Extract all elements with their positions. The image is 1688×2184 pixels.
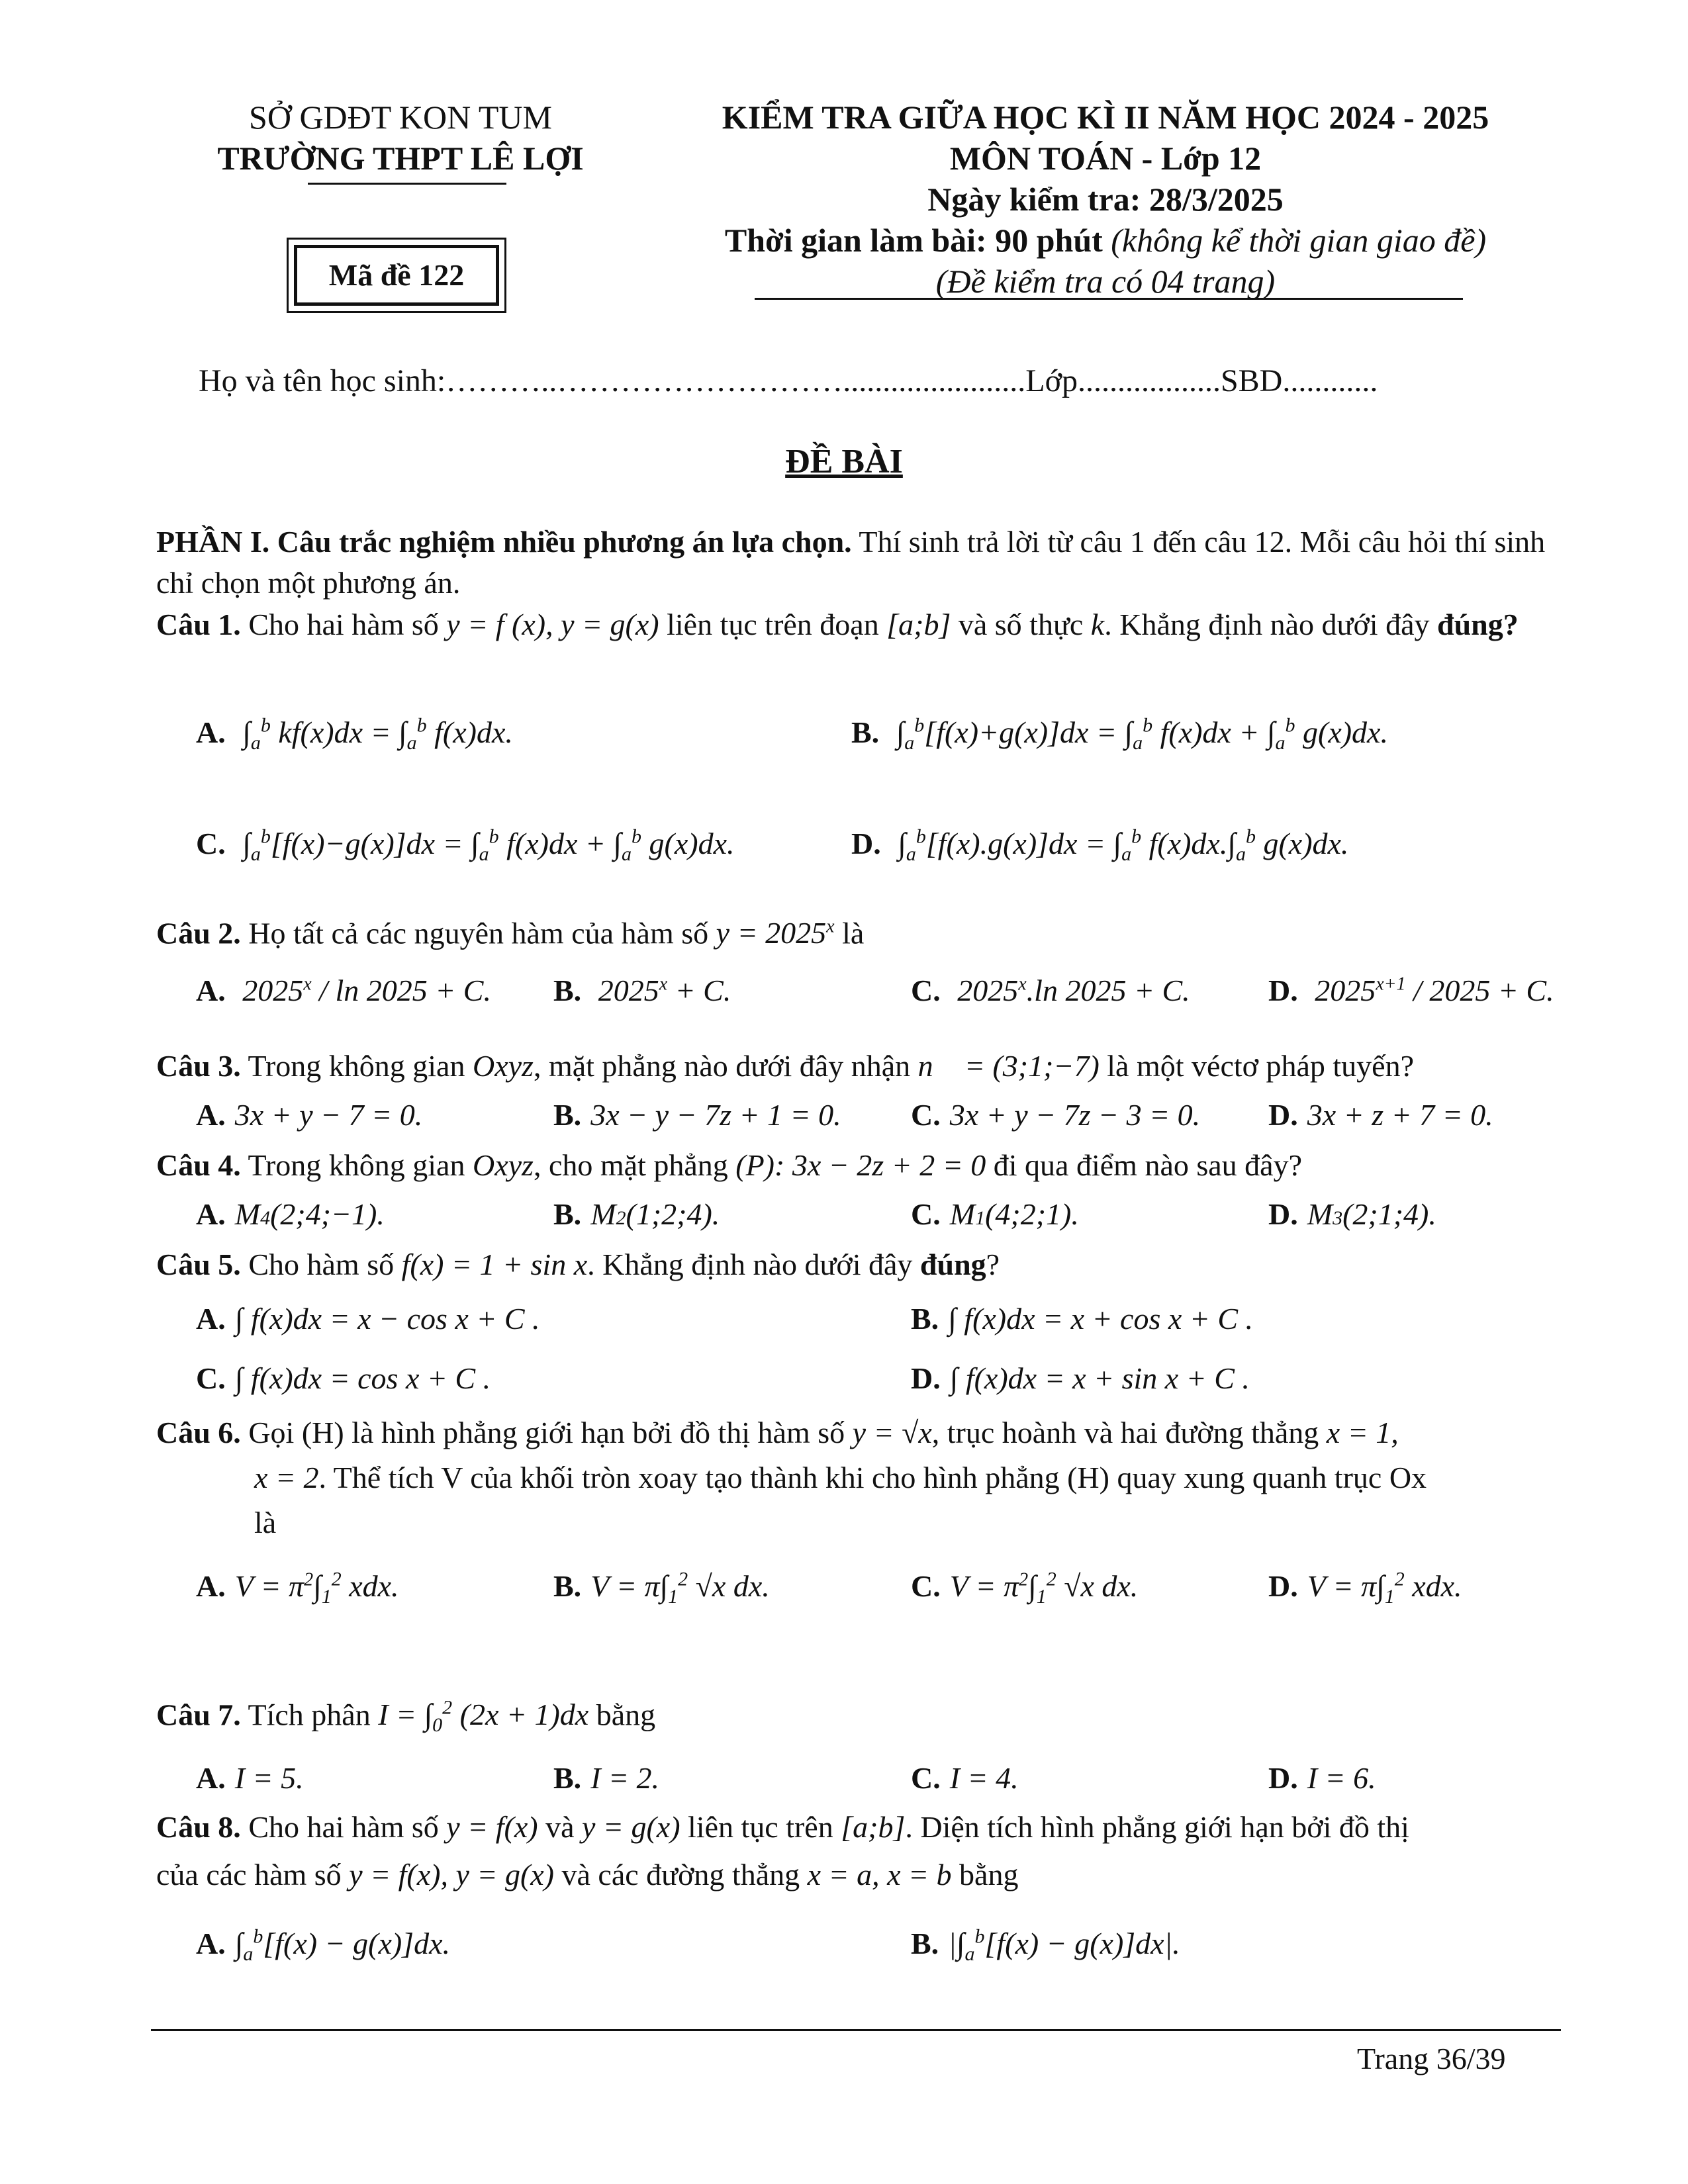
q1-b-label: B. — [851, 715, 880, 750]
question-1: Câu 1. Cho hai hàm số y = f (x), y = g(x) liên tục trên đoạn [a;b] và số thực k. Khẳng định nào dưới đây đúng? — [156, 608, 1519, 641]
q1-text-c: và số thực — [958, 608, 1091, 641]
q5-a-label: A. — [196, 1302, 226, 1336]
question-8: Câu 8. Cho hai hàm số y = f(x) và y = g(x) liên tục trên [a;b]. Diện tích hình phẳng giới hạn bởi đồ thị — [156, 1810, 1409, 1844]
q7-text: Tích phân — [240, 1698, 379, 1732]
q7-b-value: I = 2. — [590, 1761, 660, 1795]
q6-a-label: A. — [196, 1569, 226, 1604]
q7-b-label: B. — [553, 1761, 582, 1795]
q1-option-c[interactable]: C. $\int_a^b[f(x)-g(x)]dx = \int_a^b$ $f(x)dx + \int_a^b$ g(x)dx. — [196, 826, 735, 866]
q7-option-d[interactable] — [1268, 1760, 1376, 1796]
q4-option-c[interactable]: C. M1(4;2;1). — [911, 1197, 1079, 1231]
q6-d-label: D. — [1268, 1569, 1298, 1604]
exam-title: KIỂM TRA GIỮA HỌC KÌ II NĂM HỌC 2024 - 2025 — [722, 99, 1489, 136]
question-4: Câu 4. Trong không gian Oxyz, cho mặt phẳng (P): 3x − 2z + 2 = 0 đi qua điểm nào sau đây? — [156, 1148, 1303, 1182]
q8-option-a[interactable]: A. $\int_a^b[f(x) - g(x)]dx$. — [196, 1926, 450, 1966]
q4-b-label: B. — [553, 1197, 582, 1231]
question-8-line2: của các hàm số y = f(x), y = g(x) và các đường thẳng x = a, x = b bằng — [156, 1858, 1019, 1891]
q3-c-label: C. — [911, 1098, 941, 1132]
page-number: Trang 36/39 — [1357, 2042, 1506, 2075]
q7-a-value: I = 5. — [234, 1761, 304, 1795]
q3-mid: , mặt phẳng nào dưới đây nhận — [533, 1049, 918, 1083]
q5-option-c[interactable]: C. ∫ f(x)dx = cos x + C . — [196, 1361, 491, 1395]
q3-option-b[interactable]: B. 3x − y − 7z + 1 = 0. — [553, 1098, 841, 1132]
q3-a-label: A. — [196, 1098, 226, 1132]
q4-label: Câu 4. — [156, 1148, 241, 1182]
question-5: Câu 5. Cho hàm số f(x) = 1 + sin x. Khẳng định nào dưới đây đúng? — [156, 1248, 1000, 1281]
q6-line1b: , trục hoành và hai đường thẳng — [931, 1416, 1327, 1449]
q7-option-b[interactable] — [553, 1760, 659, 1796]
q6-label: Câu 6. — [156, 1416, 241, 1449]
question-7: Câu 7. Tích phân $I = \int_0^2$ (2x + 1)dx bằng — [156, 1697, 656, 1737]
q2-b-label: B. — [553, 974, 582, 1007]
pages-note: (Đề kiểm tra có 04 trang) — [935, 263, 1276, 300]
q3-text: Trong không gian — [240, 1049, 473, 1083]
q6-c-label: C. — [911, 1569, 941, 1604]
q1-label: Câu 1. — [156, 608, 241, 641]
q6-b-label: B. — [553, 1569, 582, 1604]
q2-d-label: D. — [1268, 974, 1298, 1007]
duration-line — [662, 220, 1549, 261]
q6-line1: Gọi (H) là hình phẳng giới hạn bởi đồ thị hàm số — [240, 1416, 853, 1449]
q7-c-value: I = 4. — [949, 1761, 1019, 1795]
q6-option-b[interactable]: B. $V = \pi\int_1^2$ √x dx. — [553, 1569, 770, 1608]
q7-a-label: A. — [196, 1761, 226, 1795]
duration: Thời gian làm bài: 90 phút — [724, 222, 1103, 259]
q7-option-c[interactable] — [911, 1760, 1019, 1796]
q8-text: Cho hai hàm số — [240, 1810, 447, 1844]
q6-option-a[interactable]: A. $V = \pi^2\int_1^2$ xdx. — [196, 1569, 399, 1608]
q2-label: Câu 2. — [156, 916, 241, 950]
footer-rule — [151, 2029, 1561, 2031]
q7-option-a[interactable] — [196, 1760, 304, 1796]
subject: MÔN TOÁN - Lớp 12 — [949, 140, 1262, 177]
q1-c-label: C. — [196, 827, 226, 861]
q2-option-d[interactable]: D. $2025^{x+1} / 2025 + C$. — [1268, 974, 1554, 1007]
q3-option-c[interactable]: C. 3x + y − 7z − 3 = 0. — [911, 1098, 1201, 1132]
q5-mid: . Khẳng định nào dưới đây — [587, 1248, 920, 1281]
school-underline — [308, 183, 506, 185]
section-title: ĐỀ BÀI — [785, 443, 903, 480]
q3-b-label: B. — [553, 1098, 582, 1132]
exam-date: Ngày kiểm tra: 28/3/2025 — [927, 181, 1284, 218]
q8-b-label: B. — [911, 1927, 939, 1961]
q1-option-a[interactable]: A. $\int_a^b$ $kf(x)dx = \int_a^b$ f(x)dx. — [196, 715, 513, 754]
q3-tail: là một véctơ pháp tuyến? — [1099, 1049, 1415, 1083]
part1-instruction: Thí sinh trả lời từ câu 1 đến câu 12. Mỗi câu hỏi thí sinh chỉ chọn một phương án. — [156, 525, 1546, 600]
q1-text-b: liên tục trên đoạn — [667, 608, 887, 641]
q7-c-label: C. — [911, 1761, 941, 1795]
q5-d-label: D. — [911, 1361, 941, 1395]
q5-option-a[interactable]: A. ∫ f(x)dx = x − cos x + C . — [196, 1302, 540, 1336]
q1-option-d[interactable]: D. $\int_a^b[f(x).g(x)]dx = \int_a^b$ $f(x)dx.\int_a^b$ g(x)dx. — [851, 826, 1349, 866]
department: SỞ GDĐT KON TUM — [249, 99, 552, 136]
q2-a-label: A. — [196, 974, 226, 1007]
q4-a-label: A. — [196, 1197, 226, 1231]
q4-option-a[interactable]: A. M4(2;4;−1). — [196, 1197, 385, 1231]
q4-option-b[interactable]: B. M2(1;2;4). — [553, 1197, 720, 1231]
q8-tail: bằng — [951, 1858, 1019, 1891]
student-info-line: Họ và tên học sinh:………..……………………….......................Lớp..................SBD............ — [199, 363, 1378, 398]
q5-option-b[interactable]: B. ∫ f(x)dx = x + cos x + C . — [911, 1302, 1253, 1336]
q4-text: Trong không gian — [240, 1148, 473, 1182]
question-3: Câu 3. Trong không gian Oxyz, mặt phẳng nào dưới đây nhận n⃗ = (3;1;−7) là một véctơ pháp tuyến? — [156, 1049, 1415, 1083]
q1-emph: đúng? — [1437, 608, 1519, 641]
q4-option-d[interactable]: D. M3(2;1;4). — [1268, 1197, 1436, 1231]
q1-a-label: A. — [196, 715, 226, 750]
q7-tail: bằng — [588, 1698, 656, 1732]
q8-mid: liên tục trên — [680, 1810, 841, 1844]
part1-title: PHẦN I. Câu trắc nghiệm nhiều phương án lựa chọn. — [156, 525, 852, 559]
q8-option-b[interactable]: B. $|\int_a^b[f(x) - g(x)]dx|$. — [911, 1926, 1180, 1966]
q2-tail: là — [834, 916, 865, 950]
q2-option-c[interactable]: C. 2025$^x$.ln 2025 + C. — [911, 974, 1190, 1007]
q5-emph: đúng — [919, 1248, 986, 1281]
q4-mid: , cho mặt phẳng — [533, 1148, 736, 1182]
q3-d-label: D. — [1268, 1098, 1298, 1132]
q5-option-d[interactable]: D. ∫ f(x)dx = x + sin x + C . — [911, 1361, 1250, 1395]
exam-code: Mã đề 122 — [328, 258, 465, 292]
school-name: TRƯỜNG THPT LÊ LỢI — [217, 140, 584, 177]
q8-a-label: A. — [196, 1927, 226, 1961]
question-6: Câu 6. Gọi (H) là hình phẳng giới hạn bởi đồ thị hàm số y = √x, trục hoành và hai đường thẳng x = 1, — [156, 1416, 1399, 1449]
duration-note: (không kể thời gian giao đề) — [1111, 222, 1487, 259]
exam-code-box — [294, 245, 499, 306]
q3-label: Câu 3. — [156, 1049, 241, 1083]
part1-heading — [156, 522, 1560, 604]
q5-tail: ? — [986, 1248, 1000, 1281]
q2-option-b[interactable]: B. $2025^x + C$. — [553, 974, 731, 1007]
q4-tail: đi qua điểm nào sau đây? — [986, 1148, 1303, 1182]
q6-option-c[interactable]: C. $V = \pi^2\int_1^2$ √x dx. — [911, 1569, 1139, 1608]
q4-c-label: C. — [911, 1197, 941, 1231]
q5-text: Cho hàm số — [240, 1248, 402, 1281]
q3-option-a[interactable]: A. 3x + y − 7 = 0. — [196, 1098, 423, 1132]
q1-text-d: . Khẳng định nào dưới đây — [1104, 608, 1438, 641]
q2-text: Họ tất cả các nguyên hàm của hàm số — [240, 916, 716, 950]
q1-d-label: D. — [851, 827, 881, 861]
q8-label: Câu 8. — [156, 1810, 241, 1844]
q5-c-label: C. — [196, 1361, 226, 1395]
q2-option-a[interactable]: A. 2025$^x$ / ln 2025 + C. — [196, 974, 491, 1007]
q3-option-d[interactable]: D. 3x + z + 7 = 0. — [1268, 1098, 1493, 1132]
q4-d-label: D. — [1268, 1197, 1298, 1231]
q1-text-a: Cho hai hàm số — [240, 608, 447, 641]
q7-label: Câu 7. — [156, 1698, 241, 1732]
q5-label: Câu 5. — [156, 1248, 241, 1281]
q7-d-value: I = 6. — [1307, 1761, 1376, 1795]
q8-line2: của các hàm số — [156, 1858, 350, 1891]
q6-option-d[interactable]: D. $V = \pi\int_1^2$ xdx. — [1268, 1569, 1462, 1608]
q6-line2: . Thể tích V của khối tròn xoay tạo thành khi cho hình phẳng (H) quay xung quanh trục Ox — [318, 1461, 1427, 1494]
q8-mid2: . Diện tích hình phẳng giới hạn bởi đồ thị — [905, 1810, 1409, 1844]
q2-c-label: C. — [911, 974, 941, 1007]
q1-option-b[interactable]: B. $\int_a^b[f(x)+g(x)]dx = \int_a^b$ $f(x)dx + \int_a^b$ g(x)dx. — [851, 715, 1388, 754]
q5-b-label: B. — [911, 1302, 939, 1336]
header-underline — [755, 298, 1463, 300]
question-2: Câu 2. Họ tất cả các nguyên hàm của hàm số $y = 2025^x$ là — [156, 916, 865, 950]
question-6-line2: x = 2. Thể tích V của khối tròn xoay tạo thành khi cho hình phẳng (H) quay xung quanh trục Ox — [254, 1461, 1427, 1494]
question-6-line3: là — [254, 1506, 277, 1539]
q7-d-label: D. — [1268, 1761, 1298, 1795]
